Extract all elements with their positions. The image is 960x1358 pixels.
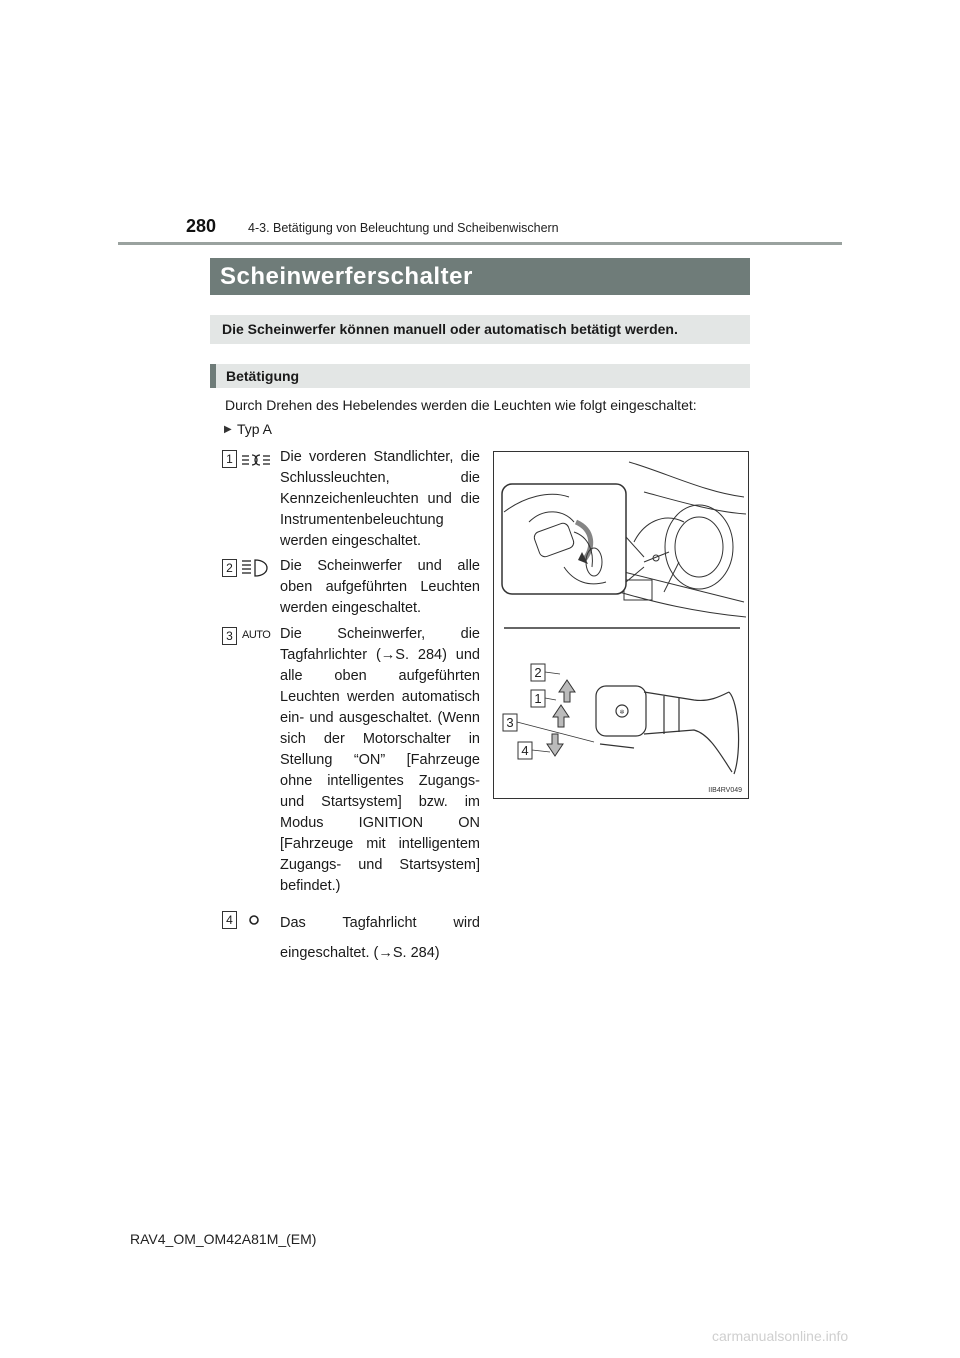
page-title: Scheinwerferschalter bbox=[210, 258, 750, 295]
headlight-switch-illustration bbox=[493, 451, 749, 799]
page-number: 280 bbox=[186, 216, 217, 236]
type-label: Typ A bbox=[237, 421, 273, 437]
callout-label: 3 bbox=[506, 715, 514, 730]
item-text: Das Tagfahrlicht wird eingeschaltet. (→S. 284) bbox=[280, 915, 480, 961]
item-number: 1 bbox=[222, 450, 237, 468]
callout-label: 4 bbox=[521, 743, 529, 758]
auto-icon: AUTO bbox=[242, 629, 271, 641]
headlight-icon bbox=[241, 559, 271, 577]
header-divider bbox=[118, 242, 842, 245]
svg-text:✲: ✲ bbox=[619, 710, 625, 716]
footer-code: RAV4_OM_OM42A81M_(EM) bbox=[130, 1231, 317, 1247]
item-number: 3 bbox=[222, 627, 237, 645]
watermark: carmanualsonline.info bbox=[712, 1328, 849, 1344]
item-number: 2 bbox=[222, 559, 237, 577]
item-text: Die vorderen Standlichter, die Schlussleuchten, die Kennzeichenleuchten und die Instrumentenbeleuchtung werden eingeschaltet. bbox=[280, 449, 480, 549]
sub-heading: Betätigung bbox=[210, 364, 750, 388]
lead-text: Durch Drehen des Hebelendes werden die Leuchten wie folgt eingeschaltet: bbox=[225, 397, 697, 413]
illustration-code: IIB4RV049 bbox=[708, 787, 742, 794]
parking-lights-icon bbox=[241, 452, 271, 468]
item-text: Die Scheinwerfer, die Tagfahrlichter (→S. 284) und alle oben aufgeführten Leuchten werden automatisch ein- und ausgeschaltet. (Wenn sich der Motorschalter in Stellung “ON” [Fahrzeuge ohne intelligentes Zugangs- und Startsystem] bzw. im Modus IGNITION ON [Fahrzeuge mit intelligentem Zugangs- und Startsystem] befindet.) bbox=[280, 626, 480, 894]
off-circle-icon bbox=[248, 914, 260, 926]
callout-label: 2 bbox=[534, 665, 542, 680]
triangle-bullet-icon: ▶ bbox=[224, 424, 232, 435]
intro-box: Die Scheinwerfer können manuell oder automatisch betätigt werden. bbox=[210, 315, 750, 344]
item-text: Die Scheinwerfer und alle oben aufgeführten Leuchten werden eingeschaltet. bbox=[280, 558, 480, 616]
section-title: 4-3. Betätigung von Beleuchtung und Scheibenwischern bbox=[248, 221, 559, 235]
item-number: 4 bbox=[222, 911, 237, 929]
callout-label: 1 bbox=[534, 691, 542, 706]
lever-illustration bbox=[494, 452, 748, 798]
